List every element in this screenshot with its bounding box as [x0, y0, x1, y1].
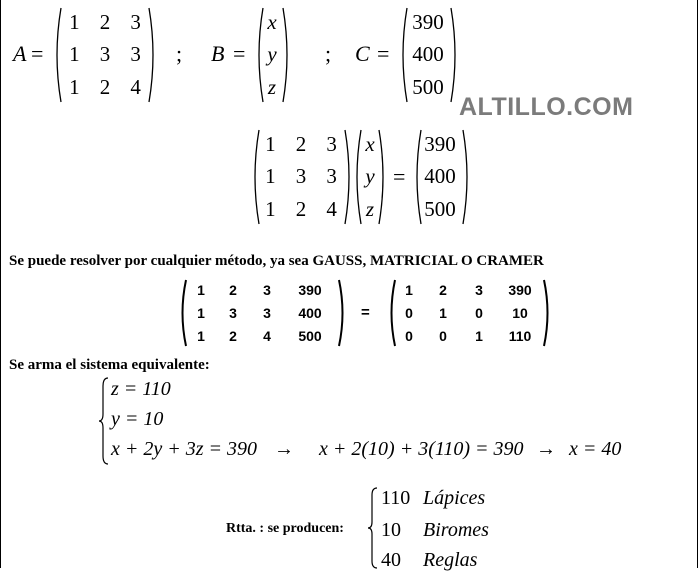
arrow-icon: →: [536, 438, 556, 460]
aug-right-cell: 2: [439, 281, 447, 298]
product-a-cell: 3: [326, 164, 337, 189]
arrow-icon: →: [274, 438, 294, 460]
vector-c: [405, 6, 451, 104]
aug-left-cell: 1: [197, 281, 205, 298]
x-result: x = 40: [569, 438, 622, 460]
separator: ;: [176, 41, 183, 66]
right-paren-icon: [147, 6, 159, 104]
matrix-a-cell: 2: [99, 75, 111, 100]
product-c-cell: 400: [424, 164, 456, 189]
answer-qty: 10: [381, 519, 401, 541]
answer-qty: 110: [381, 487, 411, 509]
right-paren-icon: [542, 278, 552, 348]
right-paren-icon: [337, 278, 347, 348]
aug-right-cell: 1: [439, 304, 447, 321]
augmented-right-matrix: [395, 278, 545, 348]
product-a-cell: 2: [295, 131, 307, 156]
aug-right-cell: 0: [475, 304, 483, 321]
vector-b-cell: y: [267, 42, 277, 67]
answer-item-name: Reglas: [423, 549, 478, 571]
vector-b-cell: x: [267, 9, 277, 34]
right-paren-icon: [449, 6, 461, 104]
aug-right-cell: 110: [508, 328, 532, 345]
product-a-cell: 2: [295, 197, 307, 222]
matrix-a-cell: 4: [130, 75, 141, 100]
vector-c-name: C: [355, 41, 370, 66]
vector-b: [261, 6, 283, 104]
left-brace-icon: [367, 486, 379, 570]
product-a-cell: 4: [326, 197, 337, 222]
augmented-equals: =: [361, 304, 370, 321]
matrix-a-cell: 3: [99, 42, 111, 67]
product-c-cell: 390: [424, 131, 456, 156]
matrix-a-cell: 3: [130, 42, 141, 67]
aug-right-cell: 390: [508, 281, 532, 298]
product-a-cell: 1: [265, 197, 276, 222]
product-a-cell: 3: [295, 164, 307, 189]
matrix-a-cell: 1: [69, 9, 80, 34]
product-a-cell: 3: [326, 131, 337, 156]
product-x-cell: z: [365, 197, 375, 222]
aug-right-cell: 3: [475, 281, 483, 298]
left-brace-icon: [97, 376, 111, 466]
separator: ;: [325, 41, 332, 66]
vector-c-equals: =: [377, 41, 390, 66]
answer-qty: 40: [381, 549, 401, 571]
equivalent-system-text: Se arma el sistema equivalente:: [9, 357, 210, 373]
aug-left-cell: 3: [263, 304, 271, 321]
matrix-a-equals: =: [31, 41, 44, 66]
system-equation-2: y = 10: [111, 408, 164, 430]
vector-c-cell: 400: [412, 42, 444, 67]
product-matrix-a: [255, 128, 347, 226]
aug-left-cell: 3: [263, 281, 271, 298]
watermark-logo: ALTILLO.COM: [459, 93, 634, 121]
matrix-a: [59, 6, 151, 104]
right-paren-icon: [377, 128, 389, 226]
product-x-cell: y: [365, 164, 375, 189]
product-a-cell: 1: [265, 164, 276, 189]
aug-left-cell: 3: [229, 304, 237, 321]
vector-b-cell: z: [267, 75, 277, 100]
matrix-a-cell: 2: [99, 9, 111, 34]
product-c-cell: 500: [424, 197, 456, 222]
aug-left-cell: 1: [197, 304, 205, 321]
vector-c-cell: 500: [412, 75, 444, 100]
aug-left-cell: 390: [298, 281, 322, 298]
aug-right-cell: 0: [405, 328, 413, 345]
aug-right-cell: 0: [405, 304, 413, 321]
substitution-step: x + 2(10) + 3(110) = 390: [319, 438, 524, 460]
matrix-a-cell: 1: [69, 75, 80, 100]
system-equation-1: z = 110: [111, 378, 171, 400]
vector-c-cell: 390: [412, 9, 444, 34]
method-text: Se puede resolver por cualquier método, ya sea GAUSS, MATRICIAL O CRAMER: [9, 253, 544, 269]
answer-label: Rtta. : se producen:: [226, 521, 344, 536]
product-equals: =: [393, 164, 406, 189]
matrix-a-cell: 1: [69, 42, 80, 67]
answer-item-name: Biromes: [423, 519, 489, 541]
aug-right-cell: 1: [405, 281, 413, 298]
vector-b-name: B: [211, 41, 225, 66]
system-equation-3: x + 2y + 3z = 390: [111, 438, 258, 460]
matrix-a-cell: 3: [130, 9, 141, 34]
aug-left-cell: 1: [197, 328, 205, 345]
right-paren-icon: [281, 6, 293, 104]
product-vector-c: [417, 128, 463, 226]
aug-right-cell: 10: [512, 304, 528, 321]
product-x-cell: x: [365, 131, 375, 156]
aug-left-cell: 500: [298, 328, 322, 345]
product-a-cell: 1: [265, 131, 276, 156]
aug-left-cell: 4: [263, 328, 271, 345]
aug-right-cell: 0: [439, 328, 447, 345]
matrix-a-name: A: [13, 41, 27, 66]
aug-left-cell: 2: [229, 281, 237, 298]
augmented-left-matrix: [187, 278, 337, 348]
answer-item-name: Lápices: [423, 487, 486, 509]
vector-b-equals: =: [233, 41, 246, 66]
aug-right-cell: 1: [475, 328, 483, 345]
aug-left-cell: 2: [229, 328, 237, 345]
aug-left-cell: 400: [298, 304, 322, 321]
right-paren-icon: [461, 128, 473, 226]
